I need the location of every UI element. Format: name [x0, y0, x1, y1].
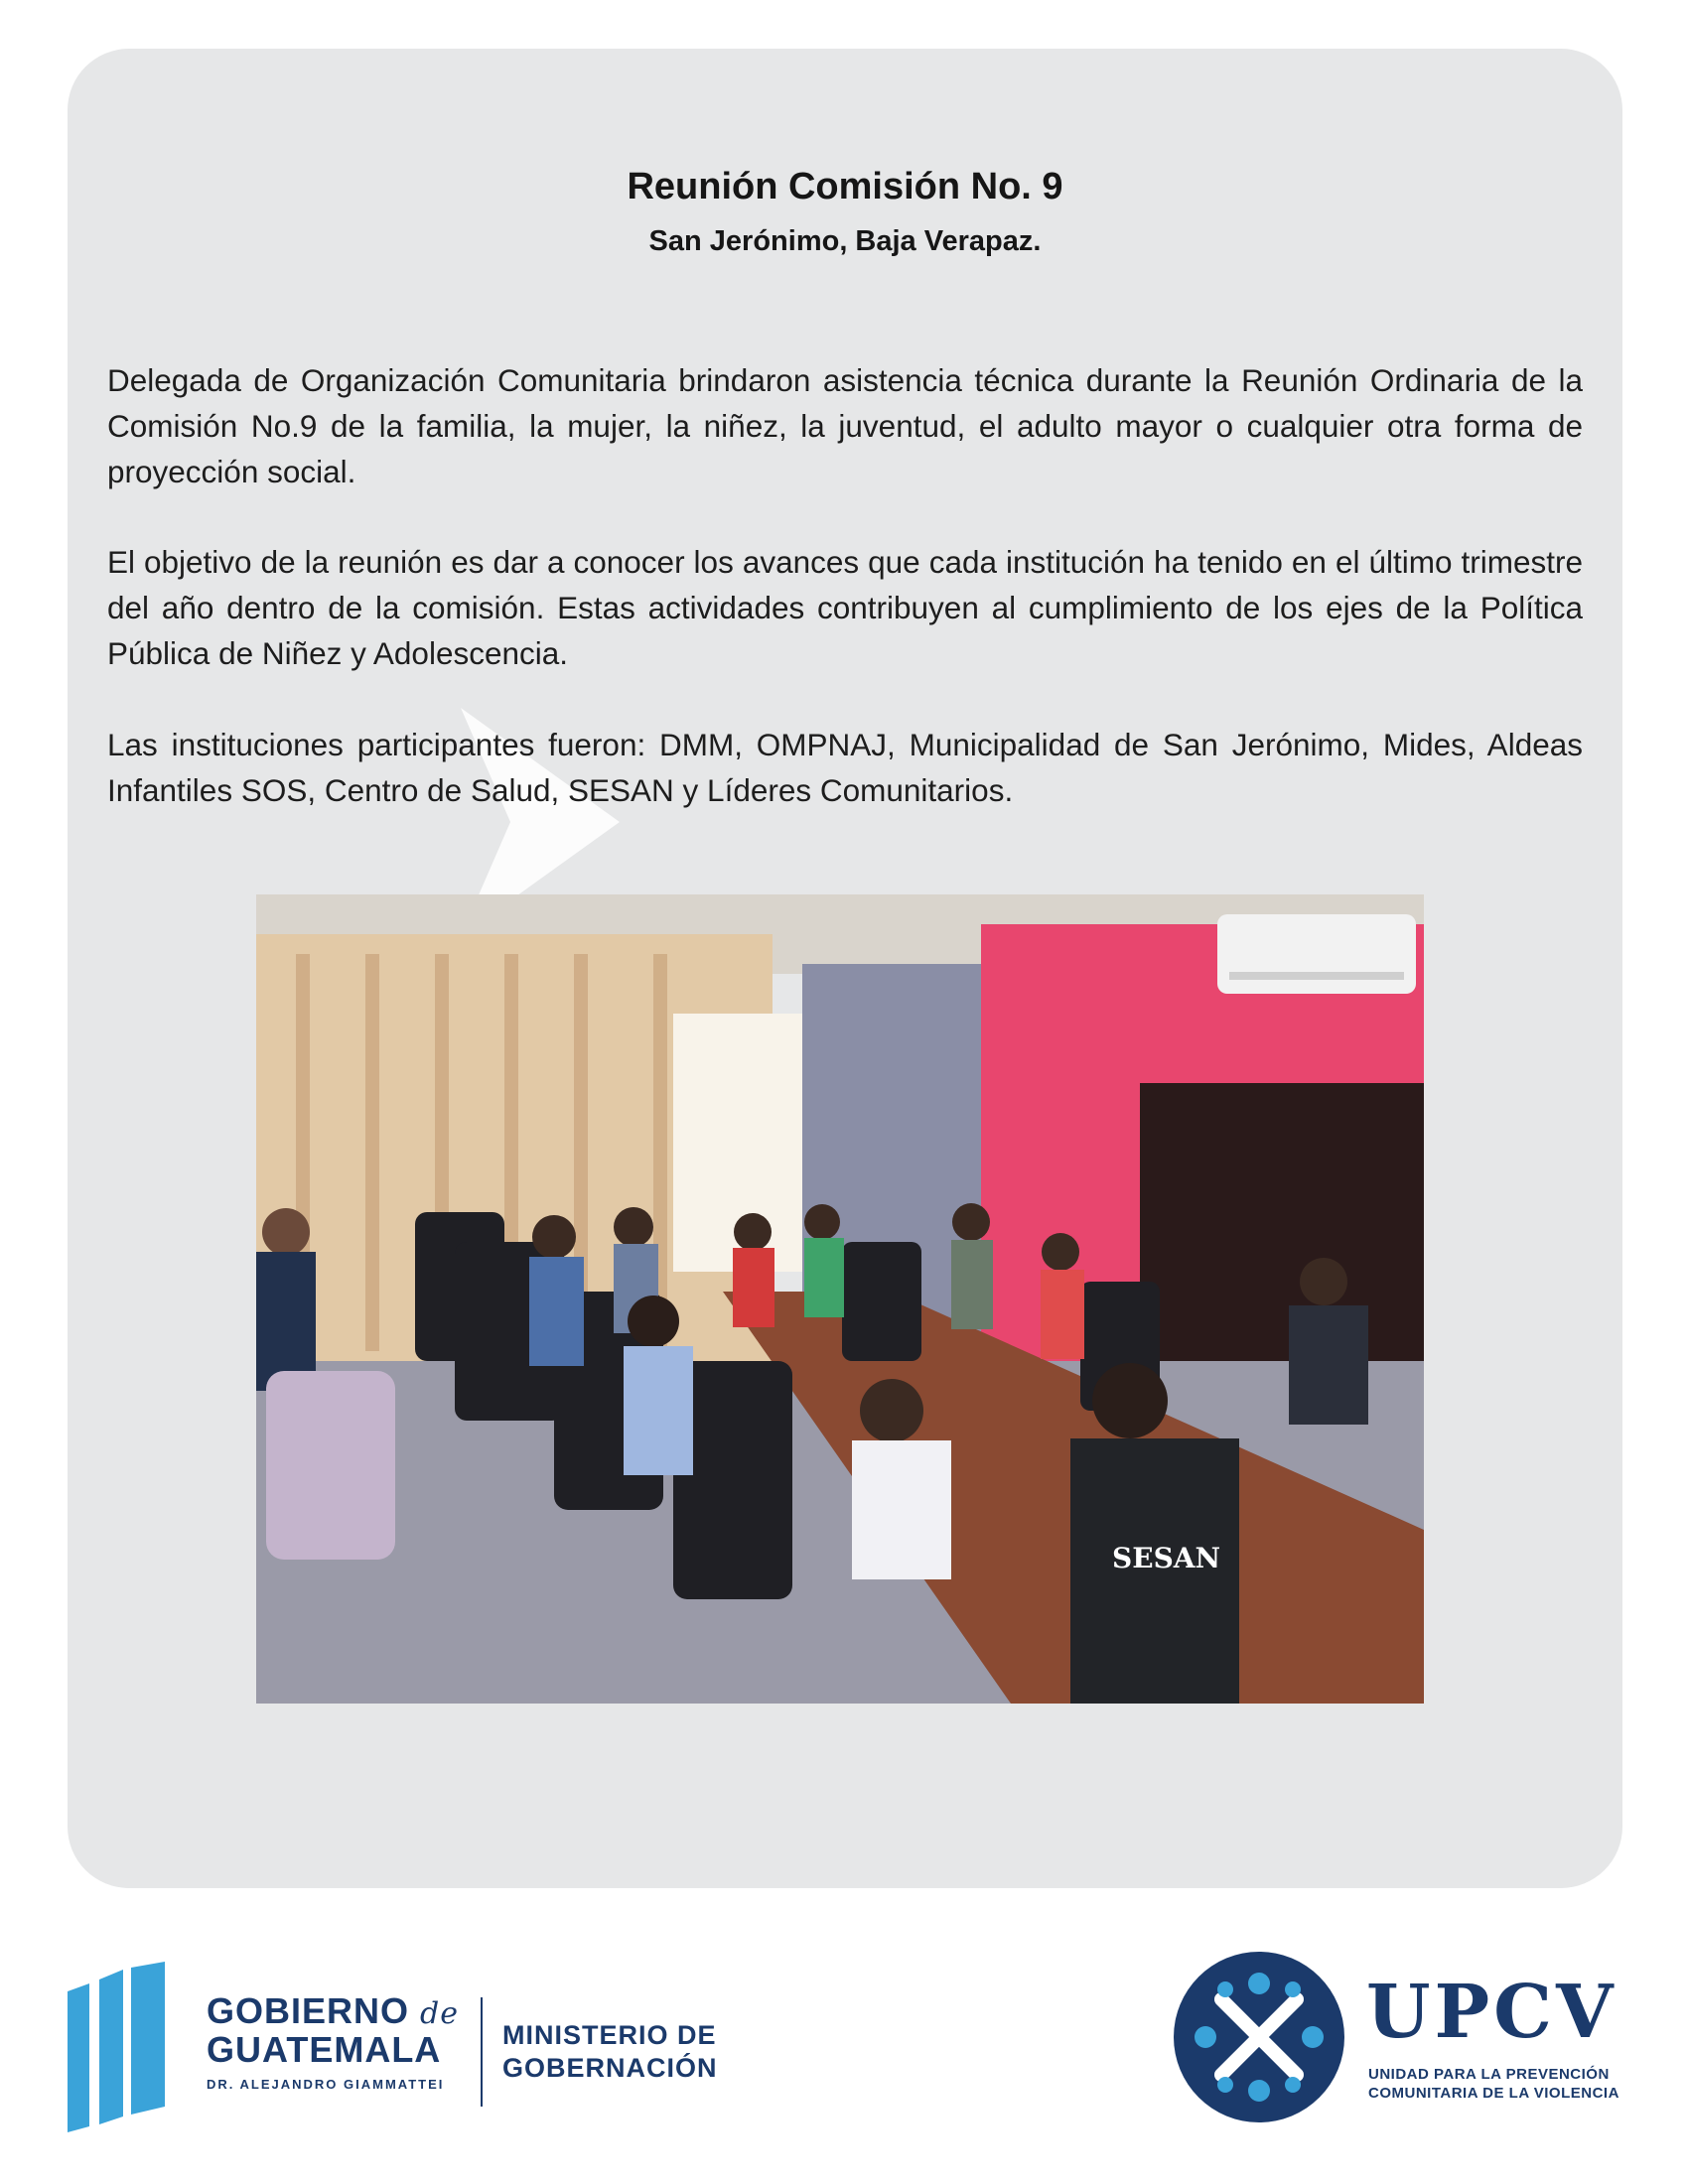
upcv-emblem-icon	[1172, 1950, 1346, 2124]
gobierno-president: DR. ALEJANDRO GIAMMATTEI	[207, 2077, 445, 2092]
upcv-wordmark: UPCV	[1366, 1970, 1618, 2055]
content-card	[68, 49, 1622, 1888]
upcv-subtitle: UNIDAD PARA LA PREVENCIÓN COMUNITARIA DE LA VIOLENCIA	[1368, 2066, 1619, 2102]
gobierno-wordmark: GOBIERNO de GUATEMALA	[207, 1990, 459, 2070]
meeting-photo	[256, 894, 1424, 1704]
ministerio-wordmark: MINISTERIO DE GOBERNACIÓN	[502, 2020, 718, 2083]
page-subtitle: San Jerónimo, Baja Verapaz.	[648, 225, 1042, 257]
paragraph-intro: Delegada de Organización Comunitaria brindaron asistencia técnica durante la Reunión Ordinaria de la Comisión No.9 de la familia, la mujer, la niñez, la juventud, el adulto mayor o cualquier otra forma de proyección social.	[107, 362, 1583, 489]
paragraph-objective: El objetivo de la reunión es dar a conocer los avances que cada institución ha tenido en el último trimestre del año dentro de la comisión. Estas actividades contribuyen al cumplimiento de los ejes de la Política Pública de Niñez y Adolescencia.	[107, 544, 1583, 671]
photo-vest-text: SESAN	[1112, 1542, 1221, 1574]
logo-divider	[481, 1997, 483, 2107]
gobierno-stripes-icon	[68, 1962, 167, 2132]
page-title: Reunión Comisión No. 9	[627, 166, 1063, 207]
upcv-logo	[1172, 1948, 1628, 2126]
gobierno-logo	[68, 1948, 763, 2126]
paragraph-institutions: Las instituciones participantes fueron: DMM, OMPNAJ, Municipalidad de San Jerónimo, Mides, Aldeas Infantiles SOS, Centro de Salud, SESAN y Líderes Comunitarios.	[107, 727, 1583, 808]
